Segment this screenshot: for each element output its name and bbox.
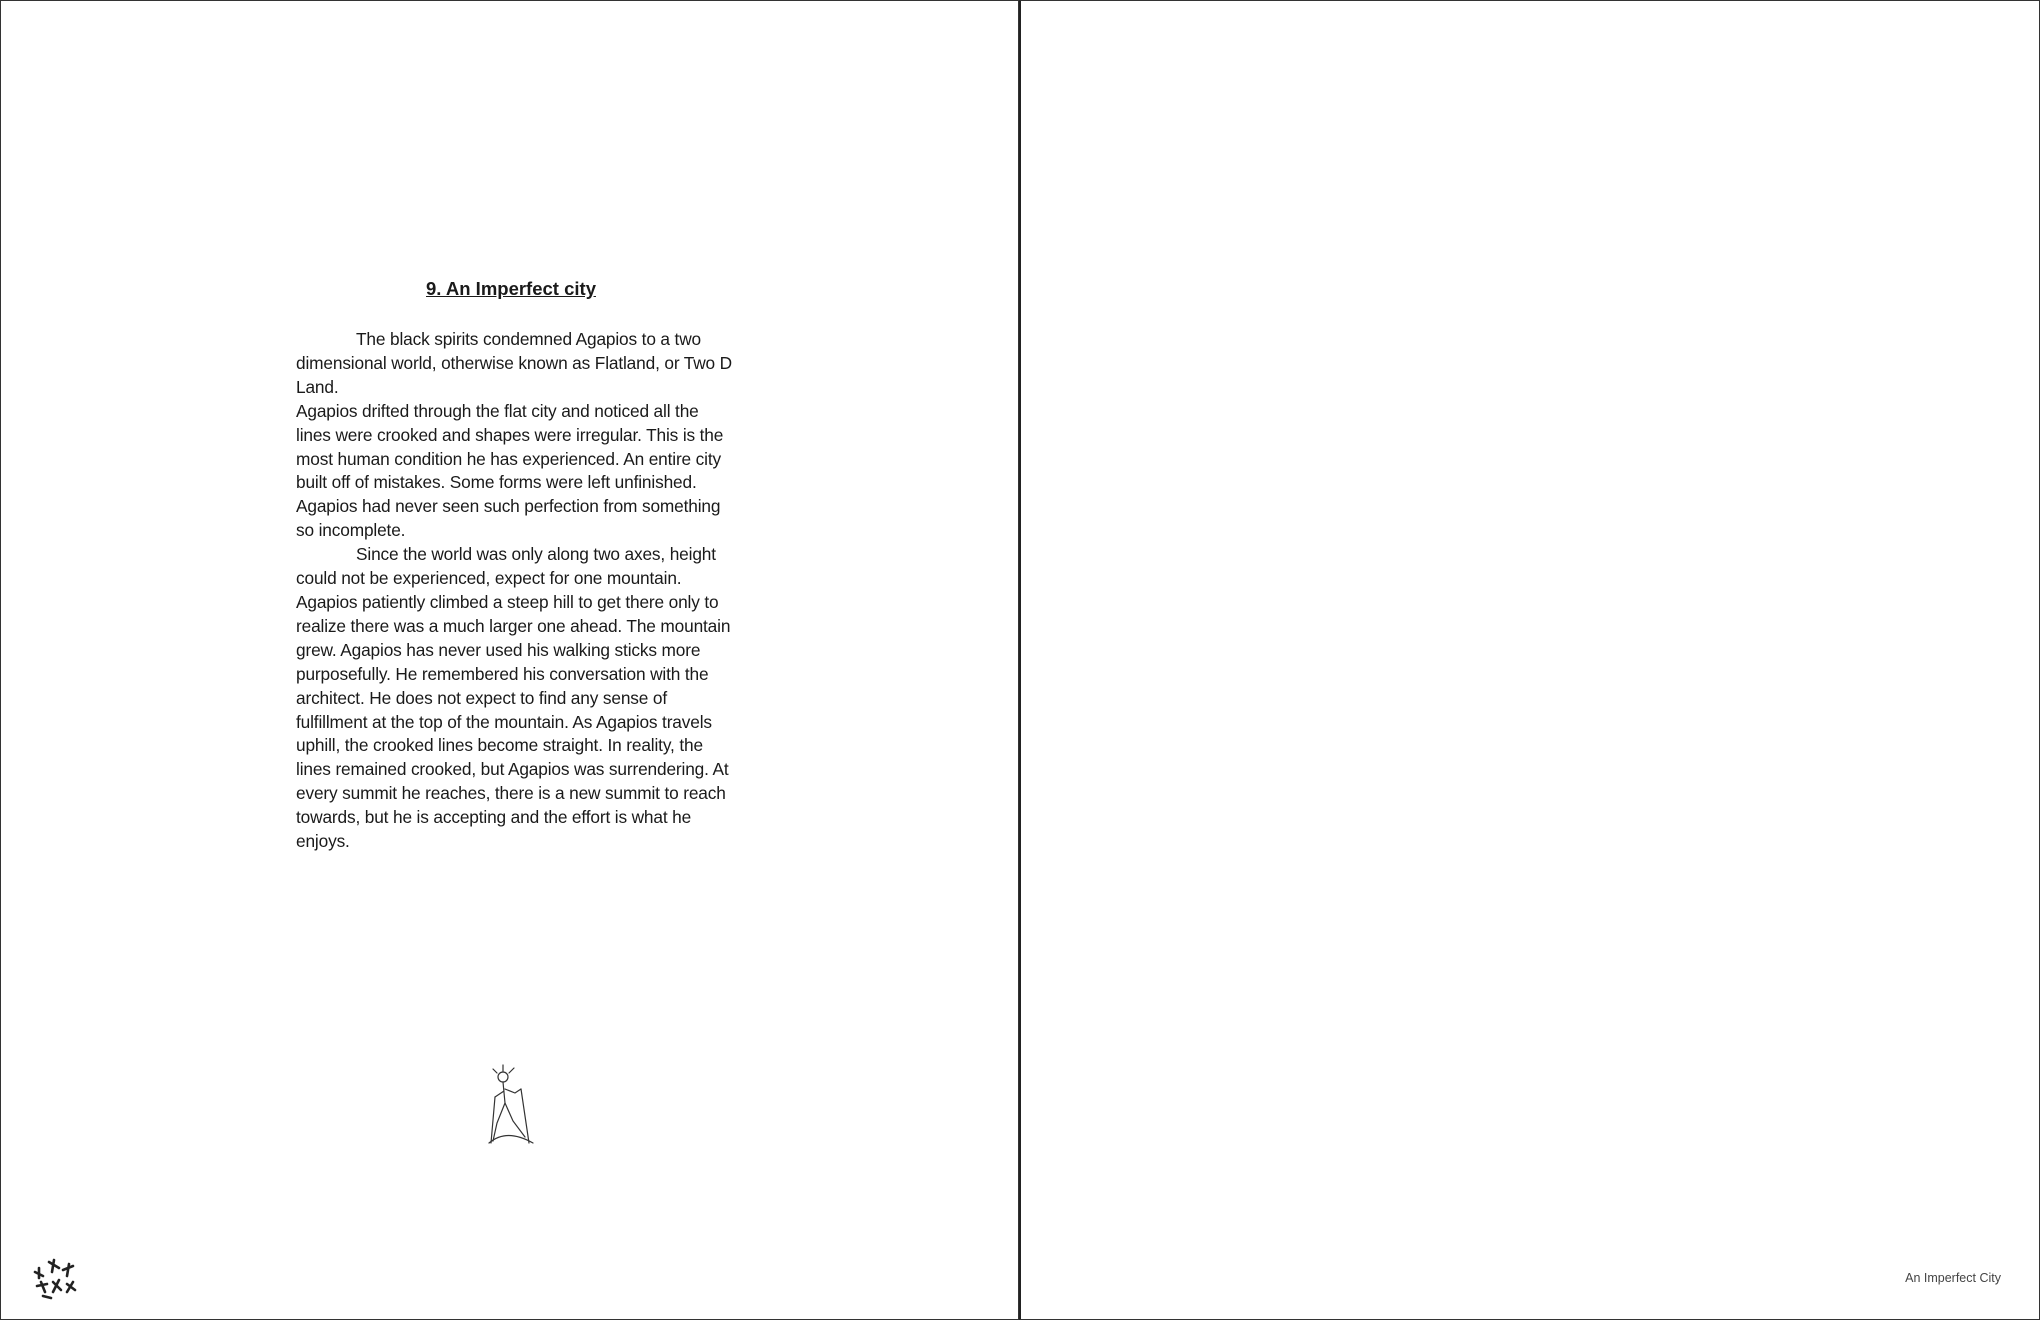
chapter-body [296, 328, 736, 854]
hiker-sketch-icon [481, 1063, 543, 1147]
left-page [0, 0, 1019, 1320]
paragraph-2: Agapios drifted through the flat city and noticed all the lines were crooked and shapes were irregular. This is the most human condition he has experienced. An entire city built off of mistakes. Some forms were left unfinished. Agapios had never seen such perfection from something so incomplete. [296, 400, 724, 541]
chapter-title: 9. An Imperfect city [426, 278, 596, 299]
running-footer-title: An Imperfect City [1905, 1271, 2001, 1285]
scribble-logo-icon [29, 1254, 81, 1302]
right-page [1019, 0, 2040, 1320]
paragraph-3: Since the world was only along two axes, height could not be experienced, expect for one mountain. Agapios patiently climbed a steep hill to get there only to realize there was a much larger one ahead. The mountain grew. Agapios has never used his walking sticks more purposefully. He remembered his conversation with the architect. He does not expect to find any sense of fulfillment at the top of the mountain. As Agapios travels uphill, the crooked lines become straight. In reality, the lines remained crooked, but Agapios was surrendering. At every summit he reaches, there is a new summit to reach towards, but he is accepting and the effort is what he enjoys. [296, 544, 731, 852]
paragraph-1: The black spirits condemned Agapios to a two dimensional world, otherwise known as Flatland, or Two D Land. [296, 329, 733, 397]
